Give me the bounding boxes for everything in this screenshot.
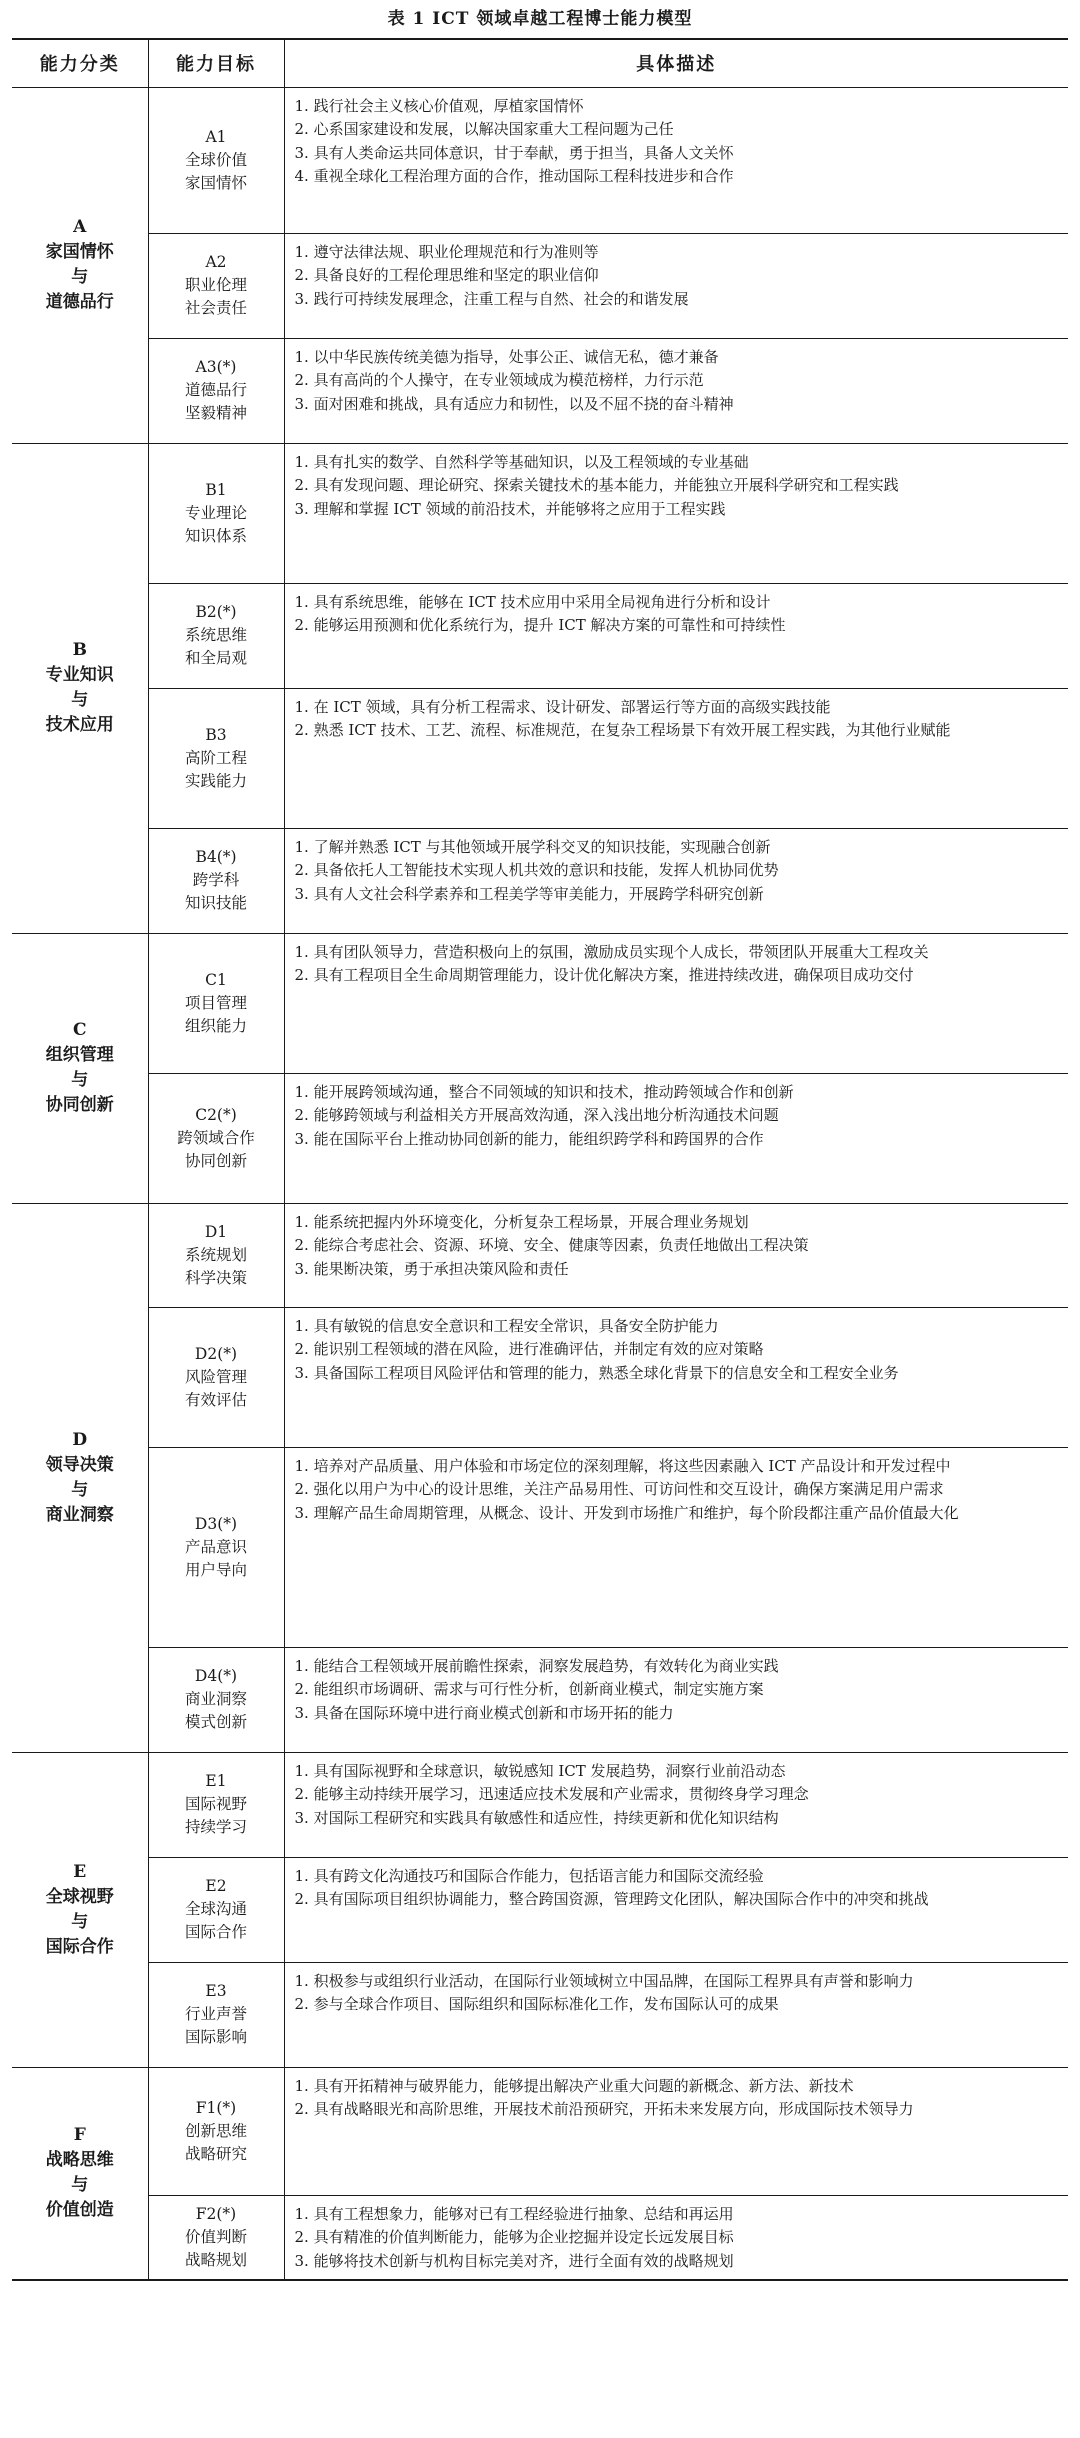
description-item: 1. 能系统把握内外环境变化，分析复杂工程场景，开展合理业务规划 xyxy=(294,1212,749,1231)
description-item: 1. 具有系统思维，能够在 ICT 技术应用中采用全局视角进行分析和设计 xyxy=(294,592,771,611)
description-cell xyxy=(284,1073,1068,1203)
category-name-line: 道德品行 xyxy=(45,292,114,312)
description-item: 2. 熟悉 ICT 技术、工艺、流程、标准规范，在复杂工程场景下有效开展工程实践，为其他行业赋能 xyxy=(294,721,951,739)
category-cell xyxy=(12,87,148,443)
goal-name-line: 创新思维 xyxy=(184,2121,247,2140)
goal-cell xyxy=(148,688,284,828)
goal-name-line: 道德品行 xyxy=(184,381,247,399)
goal-name-line: 跨领域合作 xyxy=(177,1128,255,1147)
category-letter: D xyxy=(72,1429,88,1450)
goal-code: D4(*) xyxy=(194,1667,238,1685)
description-item: 2. 能综合考虑社会、资源、环境、安全、健康等因素，负责任地做出工程决策 xyxy=(294,1236,809,1254)
goal-code: D3(*) xyxy=(194,1514,238,1533)
description-item: 1. 具有扎实的数学、自然科学等基础知识，以及工程领域的专业基础 xyxy=(294,452,749,471)
description-item: 3. 能在国际平台上推动协同创新的能力，能组织跨学科和跨国界的合作 xyxy=(294,1129,764,1148)
goal-code: B2(*) xyxy=(195,603,237,621)
goal-code: A1 xyxy=(205,127,227,146)
category-cell xyxy=(12,2067,148,2280)
goal-cell xyxy=(148,1647,284,1752)
goal-cell xyxy=(148,583,284,688)
goal-name-line: 用户导向 xyxy=(184,1560,247,1579)
category-name-line: 领导决策 xyxy=(45,1454,114,1475)
description-item: 2. 心系国家建设和发展，以解决国家重大工程问题为己任 xyxy=(294,120,674,138)
category-cell xyxy=(12,443,148,933)
description-cell xyxy=(284,87,1068,233)
description-item: 1. 积极参与或组织行业活动，在国际行业领域树立中国品牌，在国际工程界具有声誉和影响力 xyxy=(294,1971,914,1990)
description-item: 1. 以中华民族传统美德为指导，处事公正、诚信无私，德才兼备 xyxy=(294,347,719,366)
goal-cell xyxy=(148,87,284,233)
goal-name-line: 产品意识 xyxy=(184,1537,247,1556)
description-item: 3. 具备在国际环境中进行商业模式创新和市场开拓的能力 xyxy=(294,1703,674,1722)
goal-name-line: 系统思维 xyxy=(184,626,247,644)
description-item: 3. 具备国际工程项目风险评估和管理的能力，熟悉全球化背景下的信息安全和工程安全业务 xyxy=(294,1363,899,1382)
description-item: 3. 能果断决策，勇于承担决策风险和责任 xyxy=(294,1259,569,1278)
description-item: 1. 了解并熟悉 ICT 与其他领域开展学科交叉的知识技能，实现融合创新 xyxy=(294,837,771,856)
goal-code: B1 xyxy=(205,480,227,499)
goal-cell xyxy=(148,1073,284,1203)
category-name-line: 组织管理 xyxy=(45,1045,114,1065)
category-name-line: 国际合作 xyxy=(45,1936,114,1957)
description-item: 2. 具有国际项目组织协调能力，整合跨国资源，管理跨文化团队，解决国际合作中的冲突和挑战 xyxy=(294,1890,929,1908)
goal-name-line: 专业理论 xyxy=(184,503,247,522)
table-row xyxy=(12,338,1068,443)
description-item: 2. 具备良好的工程伦理思维和坚定的职业信仰 xyxy=(294,266,599,284)
goal-cell xyxy=(148,1203,284,1307)
table-row xyxy=(12,1447,1068,1647)
description-item: 1. 在 ICT 领域，具有分析工程需求、设计研发、部署运行等方面的高级实践技能 xyxy=(294,697,831,716)
description-item: 1. 遵守法律法规、职业伦理规范和行为准则等 xyxy=(294,242,599,261)
description-item: 2. 具有高尚的个人操守，在专业领域成为模范榜样，力行示范 xyxy=(294,371,704,389)
description-cell xyxy=(284,933,1068,1073)
table-row xyxy=(12,1962,1068,2067)
header-description: 具体描述 xyxy=(284,39,1068,87)
table-row xyxy=(12,1857,1068,1962)
category-name-line: 价值创造 xyxy=(45,2200,114,2221)
description-item: 2. 强化以用户为中心的设计思维，关注产品易用性、可访问性和交互设计，确保方案满足用户需求 xyxy=(294,1480,944,1498)
header-goal: 能力目标 xyxy=(148,39,284,87)
goal-name-line: 模式创新 xyxy=(184,1713,247,1731)
goal-code: E3 xyxy=(205,1982,227,2000)
description-item: 3. 面对困难和挑战，具有适应力和韧性，以及不屈不挠的奋斗精神 xyxy=(294,394,734,413)
table-header-row xyxy=(12,39,1068,87)
goal-cell xyxy=(148,443,284,583)
description-item: 2. 具有战略眼光和高阶思维，开展技术前沿预研究，开拓未来发展方向，形成国际技术领导力 xyxy=(294,2100,914,2118)
goal-cell xyxy=(148,338,284,443)
category-name-line: 全球视野 xyxy=(45,1886,114,1907)
description-cell xyxy=(284,1752,1068,1857)
goal-code: A3(*) xyxy=(195,358,237,376)
description-item: 2. 能够主动持续开展学习，迅速适应技术发展和产业需求，贯彻终身学习理念 xyxy=(294,1785,809,1803)
category-name-line: 专业知识 xyxy=(45,665,114,685)
category-name-line: 与 xyxy=(71,2175,89,2196)
description-cell xyxy=(284,1447,1068,1647)
header-category: 能力分类 xyxy=(12,39,148,87)
goal-name-line: 跨学科 xyxy=(192,871,240,889)
goal-name-line: 战略规划 xyxy=(184,2250,247,2269)
description-cell xyxy=(284,1307,1068,1447)
category-name-line: 家国情怀 xyxy=(45,242,114,262)
description-cell xyxy=(284,688,1068,828)
goal-code: C2(*) xyxy=(195,1105,237,1124)
description-item: 1. 具有团队领导力，营造积极向上的氛围，激励成员实现个人成长，带领团队开展重大工程攻关 xyxy=(294,942,929,961)
description-cell xyxy=(284,1857,1068,1962)
table-row xyxy=(12,583,1068,688)
category-name-line: 战略思维 xyxy=(45,2150,114,2171)
category-name-line: 与 xyxy=(71,1911,89,1932)
goal-code: E2 xyxy=(205,1877,227,1895)
category-name-line: 协同创新 xyxy=(45,1095,114,1115)
description-item: 1. 能开展跨领域沟通，整合不同领域的知识和技术，推动跨领域合作和创新 xyxy=(294,1082,794,1101)
table-row xyxy=(12,443,1068,583)
category-letter: B xyxy=(72,640,87,660)
table-row xyxy=(12,828,1068,933)
description-cell xyxy=(284,233,1068,338)
goal-cell xyxy=(148,2067,284,2195)
description-item: 1. 具有敏锐的信息安全意识和工程安全常识，具备安全防护能力 xyxy=(294,1316,719,1335)
goal-name-line: 持续学习 xyxy=(184,1818,247,1836)
goal-name-line: 价值判断 xyxy=(184,2227,247,2246)
table-row xyxy=(12,1203,1068,1307)
table-row xyxy=(12,2067,1068,2195)
table-row xyxy=(12,87,1068,233)
description-cell xyxy=(284,1962,1068,2067)
description-item: 3. 理解和掌握 ICT 领域的前沿技术，并能够将之应用于工程实践 xyxy=(294,499,726,518)
competency-model-table xyxy=(12,38,1068,2281)
goal-name-line: 知识体系 xyxy=(184,526,247,545)
goal-cell xyxy=(148,828,284,933)
goal-cell xyxy=(148,1447,284,1647)
category-cell xyxy=(12,933,148,1203)
table-row xyxy=(12,1647,1068,1752)
table-row xyxy=(12,233,1068,338)
goal-name-line: 社会责任 xyxy=(184,299,247,317)
category-letter: E xyxy=(73,1861,87,1882)
description-item: 2. 能够跨领域与利益相关方开展高效沟通，深入浅出地分析沟通技术问题 xyxy=(294,1106,779,1124)
description-item: 2. 参与全球合作项目、国际组织和国际标准化工作，发布国际认可的成果 xyxy=(294,1995,779,2013)
goal-name-line: 国际影响 xyxy=(184,2028,247,2046)
goal-name-line: 商业洞察 xyxy=(184,1690,247,1708)
description-item: 3. 具有人文社会科学素养和工程美学等审美能力，开展跨学科研究创新 xyxy=(294,884,764,903)
description-item: 2. 具有工程项目全生命周期管理能力，设计优化解决方案，推进持续改进，确保项目成功交付 xyxy=(294,966,914,984)
goal-name-line: 组织能力 xyxy=(184,1016,247,1035)
goal-name-line: 坚毅精神 xyxy=(184,404,247,422)
table-row xyxy=(12,1752,1068,1857)
description-item: 1. 培养对产品质量、用户体验和市场定位的深刻理解，将这些因素融入 ICT 产品设计和开发过程中 xyxy=(294,1456,951,1475)
description-item: 2. 能够运用预测和优化系统行为，提升 ICT 解决方案的可靠性和可持续性 xyxy=(294,616,786,634)
table-row xyxy=(12,688,1068,828)
goal-code: D2(*) xyxy=(194,1344,238,1363)
description-item: 3. 理解产品生命周期管理，从概念、设计、开发到市场推广和维护，每个阶段都注重产品价值最大化 xyxy=(294,1503,959,1522)
goal-name-line: 家国情怀 xyxy=(184,173,247,192)
goal-cell xyxy=(148,933,284,1073)
description-item: 4. 重视全球化工程治理方面的合作，推动国际工程科技进步和合作 xyxy=(294,167,734,185)
goal-code: D1 xyxy=(204,1222,228,1241)
description-item: 1. 能结合工程领域开展前瞻性探索，洞察发展趋势，有效转化为商业实践 xyxy=(294,1656,779,1675)
description-item: 2. 能识别工程领域的潜在风险，进行准确评估，并制定有效的应对策略 xyxy=(294,1340,764,1358)
goal-cell xyxy=(148,1962,284,2067)
goal-code: A2 xyxy=(205,253,227,271)
goal-name-line: 高阶工程 xyxy=(184,748,247,767)
goal-code: E1 xyxy=(205,1772,227,1790)
goal-cell xyxy=(148,1857,284,1962)
goal-cell xyxy=(148,1307,284,1447)
goal-name-line: 科学决策 xyxy=(184,1268,247,1287)
table-body xyxy=(12,87,1068,2280)
description-item: 2. 具有发现问题、理论研究、探索关键技术的基本能力，并能独立开展科学研究和工程实践 xyxy=(294,476,899,494)
table-row xyxy=(12,1307,1068,1447)
goal-name-line: 国际视野 xyxy=(184,1795,247,1813)
description-item: 2. 具有精准的价值判断能力，能够为企业挖掘并设定长远发展目标 xyxy=(294,2228,734,2246)
category-name-line: 技术应用 xyxy=(45,715,114,735)
goal-name-line: 职业伦理 xyxy=(184,276,247,294)
goal-name-line: 和全局观 xyxy=(184,649,247,667)
goal-cell xyxy=(148,1752,284,1857)
description-cell xyxy=(284,1647,1068,1752)
description-cell xyxy=(284,583,1068,688)
goal-name-line: 实践能力 xyxy=(184,771,247,790)
category-name-line: 与 xyxy=(71,267,89,287)
goal-name-line: 国际合作 xyxy=(184,1923,247,1941)
goal-name-line: 有效评估 xyxy=(184,1390,247,1409)
table-row xyxy=(12,2195,1068,2280)
description-cell xyxy=(284,828,1068,933)
table-row xyxy=(12,1073,1068,1203)
category-letter: C xyxy=(72,1020,87,1040)
description-cell xyxy=(284,338,1068,443)
description-item: 3. 具有人类命运共同体意识，甘于奉献，勇于担当，具备人文关怀 xyxy=(294,143,734,162)
goal-code: C1 xyxy=(205,970,227,989)
description-item: 2. 能组织市场调研、需求与可行性分析，创新商业模式，制定实施方案 xyxy=(294,1680,764,1698)
goal-name-line: 风险管理 xyxy=(184,1367,247,1386)
category-name-line: 与 xyxy=(71,1070,89,1090)
goal-code: F1(*) xyxy=(195,2098,237,2117)
description-item: 3. 践行可持续发展理念，注重工程与自然、社会的和谐发展 xyxy=(294,289,689,308)
category-cell xyxy=(12,1203,148,1752)
goal-name-line: 系统规划 xyxy=(184,1245,247,1264)
category-name-line: 与 xyxy=(71,690,89,710)
table-caption: 表 1 ICT 领域卓越工程博士能力模型 xyxy=(387,9,693,29)
category-name-line: 商业洞察 xyxy=(45,1504,114,1525)
description-item: 3. 能够将技术创新与机构目标完美对齐，进行全面有效的战略规划 xyxy=(294,2251,734,2270)
goal-name-line: 全球价值 xyxy=(184,150,247,169)
category-cell xyxy=(12,1752,148,2067)
description-cell xyxy=(284,2195,1068,2280)
category-name-line: 与 xyxy=(71,1479,89,1500)
goal-code: B3 xyxy=(205,725,227,744)
category-letter: A xyxy=(73,217,87,237)
description-cell xyxy=(284,1203,1068,1307)
goal-name-line: 全球沟通 xyxy=(184,1900,247,1918)
description-item: 1. 具有跨文化沟通技巧和国际合作能力，包括语言能力和国际交流经验 xyxy=(294,1866,764,1885)
description-cell xyxy=(284,2067,1068,2195)
goal-code: B4(*) xyxy=(195,848,237,866)
goal-name-line: 项目管理 xyxy=(184,993,247,1012)
goal-cell xyxy=(148,2195,284,2280)
description-cell xyxy=(284,443,1068,583)
goal-name-line: 战略研究 xyxy=(184,2144,247,2163)
description-item: 2. 具备依托人工智能技术实现人机共效的意识和技能，发挥人机协同优势 xyxy=(294,861,779,879)
goal-name-line: 知识技能 xyxy=(184,894,247,912)
description-item: 1. 具有国际视野和全球意识，敏锐感知 ICT 发展趋势，洞察行业前沿动态 xyxy=(294,1761,786,1780)
goal-code: F2(*) xyxy=(195,2204,237,2223)
goal-cell xyxy=(148,233,284,338)
description-item: 1. 具有工程想象力，能够对已有工程经验进行抽象、总结和再运用 xyxy=(294,2204,734,2223)
description-item: 3. 对国际工程研究和实践具有敏感性和适应性，持续更新和优化知识结构 xyxy=(294,1808,779,1827)
goal-name-line: 协同创新 xyxy=(184,1151,247,1170)
description-item: 1. 具有开拓精神与破界能力，能够提出解决产业重大问题的新概念、新方法、新技术 xyxy=(294,2076,854,2095)
description-item: 1. 践行社会主义核心价值观，厚植家国情怀 xyxy=(294,96,584,115)
goal-name-line: 行业声誉 xyxy=(184,2005,247,2023)
category-letter: F xyxy=(73,2125,86,2146)
table-row xyxy=(12,933,1068,1073)
